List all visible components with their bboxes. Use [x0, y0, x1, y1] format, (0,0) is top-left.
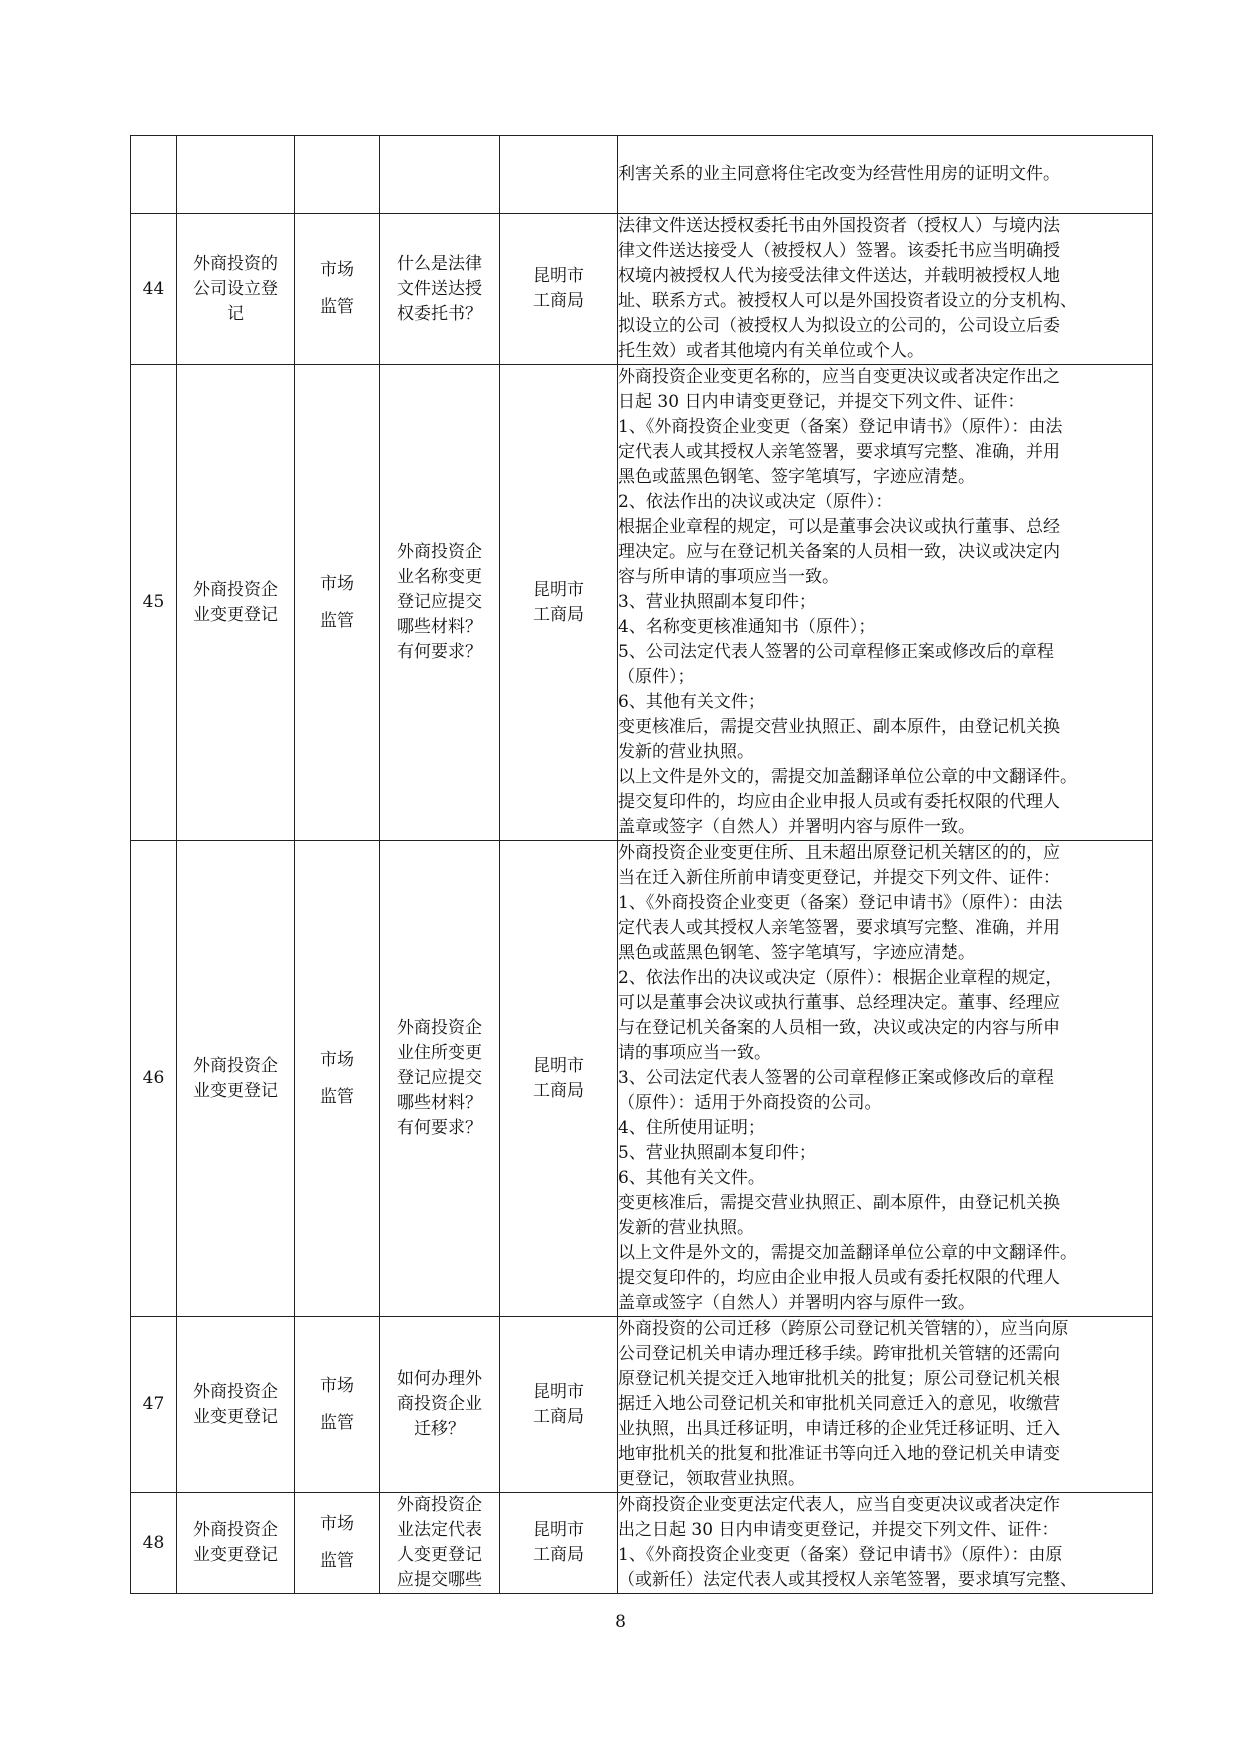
category-cell	[177, 365, 295, 841]
question-line: 登记应提交	[397, 1068, 482, 1088]
department-line: 市场	[320, 1375, 354, 1396]
question-cell	[380, 136, 500, 214]
question-line: 权委托书？	[397, 303, 482, 324]
answer-line: 公司登记机关申请办理迁移手续。跨审批机关管辖的还需向	[618, 1344, 1060, 1364]
organization-cell	[500, 136, 618, 214]
row-number: 46	[131, 841, 177, 1317]
answer-cell	[618, 365, 1153, 841]
department-line: 监管	[320, 1551, 354, 1571]
question-line: 有何要求？	[397, 642, 482, 662]
answer-line: （原件）；	[618, 667, 695, 687]
department-line: 市场	[320, 1514, 354, 1534]
organization-line: 工商局	[533, 291, 584, 311]
answer-line: 定代表人或其授权人亲笔签署，要求填写完整、准确，并用	[618, 918, 1060, 938]
answer-cell	[618, 1317, 1153, 1493]
answer-line: 黑色或蓝黑色钢笔、签字笔填写，字迹应清楚。	[618, 943, 975, 963]
department-line: 监管	[320, 1412, 354, 1433]
answer-line: （或新任）法定代表人或其授权人亲笔签署，要求填写完整、	[618, 1570, 1077, 1590]
row-number: 47	[131, 1317, 177, 1493]
answer-line: 址、联系方式。被授权人可以是外国投资者设立的分支机构、	[618, 291, 1077, 311]
answer-line: 权境内被授权人代为接受法律文件送达，并载明被授权人地	[618, 266, 1060, 286]
answer-line: 拟设立的公司（被授权人为拟设立的公司的，公司设立后委	[618, 316, 1060, 336]
question-line: 文件送达授	[397, 278, 482, 299]
answer-line: （原件）：适用于外商投资的公司。	[618, 1093, 882, 1113]
answer-line: 4、住所使用证明；	[618, 1118, 765, 1138]
department-cell	[295, 1317, 380, 1493]
answer-line: 外商投资企业变更住所、且未超出原登记机关辖区的的，应	[618, 843, 1060, 863]
answer-line: 外商投资的公司迁移（跨原公司登记机关管辖的），应当向原	[618, 1319, 1069, 1339]
category-line: 业变更登记	[193, 1545, 278, 1565]
organization-line: 昆明市	[533, 1381, 584, 1402]
answer-line: 更登记，领取营业执照。	[618, 1469, 805, 1489]
category-line: 外商投资企	[193, 1055, 278, 1076]
answer-line: 4、名称变更核准通知书（原件）；	[618, 617, 876, 637]
category-line: 公司设立登	[193, 278, 278, 299]
answer-line: 6、其他有关文件；	[618, 692, 765, 712]
category-line: 外商投资企	[193, 1520, 278, 1540]
question-line: 如何办理外	[397, 1369, 482, 1389]
category-cell	[177, 1493, 295, 1594]
table-row	[131, 136, 1153, 214]
category-cell	[177, 214, 295, 365]
category-cell	[177, 841, 295, 1317]
answer-line: 1、《外商投资企业变更（备案）登记申请书》（原件）：由法	[618, 417, 1063, 437]
answer-line: 发新的营业执照。	[618, 1218, 754, 1238]
row-number: 44	[131, 214, 177, 365]
question-line: 什么是法律	[397, 253, 482, 274]
department-cell	[295, 214, 380, 365]
answer-line: 1、《外商投资企业变更（备案）登记申请书》（原件）：由法	[618, 893, 1063, 913]
table-row	[131, 1317, 1153, 1493]
answer-line: 黑色或蓝黑色钢笔、签字笔填写，字迹应清楚。	[618, 467, 975, 487]
question-line: 商投资企业	[397, 1394, 482, 1414]
answer-line: 业执照，出具迁移证明，申请迁移的企业凭迁移证明、迁入	[618, 1419, 1060, 1439]
answer-cell	[618, 841, 1153, 1317]
answer-line: 律文件送达接受人（被授权人）签署。该委托书应当明确授	[618, 241, 1060, 261]
answer-line: 2、依法作出的决议或决定（原件）：根据企业章程的规定，	[618, 968, 1063, 988]
category-cell	[177, 1317, 295, 1493]
table-row	[131, 1493, 1153, 1594]
answer-line: 外商投资企业变更名称的，应当自变更决议或者决定作出之	[618, 367, 1060, 387]
category-line: 记	[227, 303, 244, 324]
question-cell	[380, 214, 500, 365]
organization-line: 工商局	[533, 1406, 584, 1427]
organization-line: 昆明市	[533, 1055, 584, 1076]
table-row	[131, 365, 1153, 841]
answer-line: 2、依法作出的决议或决定（原件）：	[618, 492, 893, 512]
answer-line: 以上文件是外文的，需提交加盖翻译单位公章的中文翻译件。	[618, 1243, 1077, 1263]
answer-cell	[618, 214, 1153, 365]
department-cell	[295, 136, 380, 214]
answer-line: 出之日起 30 日内申请变更登记，并提交下列文件、证件：	[618, 1520, 1059, 1540]
answer-line: 日起 30 日内申请变更登记，并提交下列文件、证件：	[618, 392, 1025, 412]
table-body	[131, 136, 1153, 1594]
row-number	[131, 136, 177, 214]
organization-line: 昆明市	[533, 266, 584, 286]
answer-line: 盖章或签字（自然人）并署明内容与原件一致。	[618, 817, 975, 837]
organization-line: 工商局	[533, 1545, 584, 1565]
question-cell	[380, 841, 500, 1317]
page-number: 8	[615, 1612, 626, 1632]
department-line: 监管	[320, 1086, 354, 1107]
question-cell	[380, 365, 500, 841]
organization-cell	[500, 214, 618, 365]
answer-line: 盖章或签字（自然人）并署明内容与原件一致。	[618, 1293, 975, 1313]
question-line: 哪些材料？	[397, 1093, 482, 1113]
category-line: 业变更登记	[193, 1080, 278, 1101]
answer-line: 利害关系的业主同意将住宅改变为经营性用房的证明文件。	[618, 164, 1060, 184]
department-cell	[295, 1493, 380, 1594]
answer-line: 原登记机关提交迁入地审批机关的批复；原公司登记机关根	[618, 1369, 1060, 1389]
row-number: 45	[131, 365, 177, 841]
answer-line: 可以是董事会决议或执行董事、总经理决定。董事、经理应	[618, 993, 1060, 1013]
question-line: 外商投资企	[397, 542, 482, 562]
answer-cell	[618, 136, 1153, 214]
answer-line: 据迁入地公司登记机关和审批机关同意迁入的意见，收缴营	[618, 1394, 1060, 1414]
answer-line: 地审批机关的批复和批准证书等向迁入地的登记机关申请变	[618, 1444, 1060, 1464]
organization-line: 昆明市	[533, 579, 584, 600]
question-cell	[380, 1317, 500, 1493]
department-line: 市场	[320, 573, 354, 594]
answer-line: 定代表人或其授权人亲笔签署，要求填写完整、准确，并用	[618, 442, 1060, 462]
answer-line: 5、营业执照副本复印件；	[618, 1143, 816, 1163]
organization-cell	[500, 365, 618, 841]
answer-line: 5、公司法定代表人签署的公司章程修正案或修改后的章程	[618, 642, 1054, 662]
answer-line: 根据企业章程的规定，可以是董事会决议或执行董事、总经	[618, 517, 1060, 537]
answer-line: 1、《外商投资企业变更（备案）登记申请书》（原件）：由原	[618, 1545, 1063, 1565]
organization-cell	[500, 1317, 618, 1493]
category-line: 业变更登记	[193, 604, 278, 625]
question-cell	[380, 1493, 500, 1594]
answer-line: 请的事项应当一致。	[618, 1043, 771, 1063]
category-line: 外商投资的	[193, 253, 278, 274]
question-line: 登记应提交	[397, 592, 482, 612]
question-line: 外商投资企	[397, 1018, 482, 1038]
organization-line: 昆明市	[533, 1520, 584, 1540]
department-line: 监管	[320, 297, 354, 317]
answer-line: 法律文件送达授权委托书由外国投资者（授权人）与境内法	[618, 216, 1060, 236]
organization-cell	[500, 1493, 618, 1594]
category-line: 外商投资企	[193, 579, 278, 600]
department-cell	[295, 365, 380, 841]
question-line: 业住所变更	[397, 1043, 482, 1063]
question-line: 应提交哪些	[397, 1570, 482, 1590]
answer-line: 3、营业执照副本复印件；	[618, 592, 816, 612]
department-line: 市场	[320, 1049, 354, 1070]
answer-line: 外商投资企业变更法定代表人，应当自变更决议或者决定作	[618, 1495, 1060, 1515]
answer-cell	[618, 1493, 1153, 1594]
answer-line: 变更核准后，需提交营业执照正、副本原件，由登记机关换	[618, 717, 1060, 737]
answer-line: 提交复印件的，均应由企业申报人员或有委托权限的代理人	[618, 1268, 1060, 1288]
question-line: 业名称变更	[397, 567, 482, 587]
organization-cell	[500, 841, 618, 1317]
row-number: 48	[131, 1493, 177, 1594]
category-cell	[177, 136, 295, 214]
category-line: 业变更登记	[193, 1406, 278, 1427]
organization-line: 工商局	[533, 1080, 584, 1101]
answer-line: 理决定。应与在登记机关备案的人员相一致，决议或决定内	[618, 542, 1060, 562]
department-line: 监管	[320, 610, 354, 631]
faq-table	[130, 135, 1153, 1594]
table-row	[131, 214, 1153, 365]
answer-line: 以上文件是外文的，需提交加盖翻译单位公章的中文翻译件。	[618, 767, 1077, 787]
question-line: 业法定代表	[397, 1520, 482, 1540]
question-line: 迁移？	[414, 1419, 465, 1439]
answer-line: 变更核准后，需提交营业执照正、副本原件，由登记机关换	[618, 1193, 1060, 1213]
answer-line: 容与所申请的事项应当一致。	[618, 567, 839, 587]
organization-line: 工商局	[533, 604, 584, 625]
department-cell	[295, 841, 380, 1317]
question-line: 外商投资企	[397, 1495, 482, 1515]
department-line: 市场	[320, 260, 354, 280]
answer-line: 发新的营业执照。	[618, 742, 754, 762]
question-line: 哪些材料？	[397, 617, 482, 637]
question-line: 有何要求？	[397, 1118, 482, 1138]
answer-line: 3、公司法定代表人签署的公司章程修正案或修改后的章程	[618, 1068, 1054, 1088]
category-line: 外商投资企	[193, 1381, 278, 1402]
question-line: 人变更登记	[397, 1545, 482, 1565]
answer-line: 托生效）或者其他境内有关单位或个人。	[618, 341, 924, 361]
table-row	[131, 841, 1153, 1317]
answer-line: 当在迁入新住所前申请变更登记，并提交下列文件、证件：	[618, 868, 1060, 888]
answer-line: 提交复印件的，均应由企业申报人员或有委托权限的代理人	[618, 792, 1060, 812]
answer-line: 6、其他有关文件。	[618, 1168, 765, 1188]
answer-line: 与在登记机关备案的人员相一致，决议或决定的内容与所申	[618, 1018, 1060, 1038]
